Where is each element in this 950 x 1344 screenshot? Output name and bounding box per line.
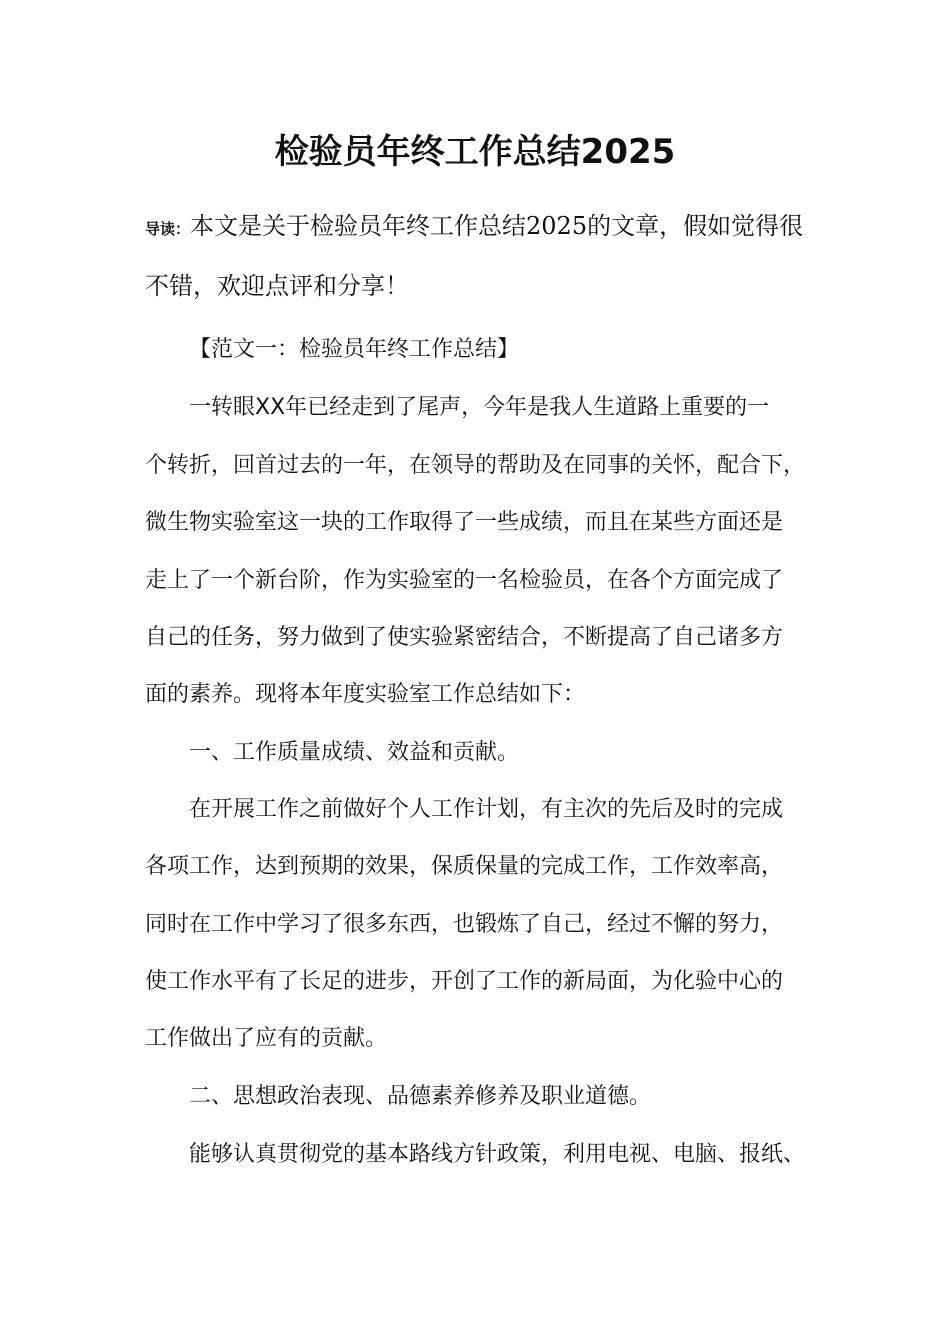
intro-paragraph (145, 198, 810, 315)
intro-lead-label: 导读： (145, 220, 191, 238)
intro-text: 本文是关于检验员年终工作总结2025的文章，假如觉得很不错，欢迎点评和分享！ (145, 212, 804, 300)
body-line: 自己的任务，努力做到了使实验紧密结合，不断提高了自己诸多方 (145, 625, 784, 650)
body-line: 一转眼XX年已经走到了尾声，今年是我人生道路上重要的一 (189, 395, 770, 420)
section-heading-2: 二、思想政治表现、品德素养修养及职业道德。 (189, 1084, 652, 1109)
body-line: 同时在工作中学习了很多东西，也锻炼了自己，经过不懈的努力， (145, 912, 784, 937)
body-line: 在开展工作之前做好个人工作计划，有主次的先后及时的完成 (189, 797, 784, 822)
section-heading-sample-1: 【范文一：检验员年终工作总结】 (189, 337, 520, 362)
document-title: 检验员年终工作总结2025 (274, 132, 676, 172)
body-line: 使工作水平有了长足的进步，开创了工作的新局面，为化验中心的 (145, 969, 784, 994)
body-line: 面的素养。现将本年度实验室工作总结如下： (145, 682, 586, 707)
body-line: 个转折，回首过去的一年，在领导的帮助及在同事的关怀，配合下， (145, 453, 806, 478)
body-line: 微生物实验室这一块的工作取得了一些成绩，而且在某些方面还是 (145, 510, 784, 535)
section-heading-1: 一、工作质量成绩、效益和贡献。 (189, 740, 520, 765)
body-line: 走上了一个新台阶，作为实验室的一名检验员，在各个方面完成了 (145, 568, 784, 593)
body-line: 能够认真贯彻党的基本路线方针政策，利用电视、电脑、报纸、 (189, 1142, 806, 1167)
body-line: 工作做出了应有的贡献。 (145, 1026, 388, 1051)
body-line: 各项工作，达到预期的效果，保质保量的完成工作，工作效率高， (145, 854, 784, 879)
